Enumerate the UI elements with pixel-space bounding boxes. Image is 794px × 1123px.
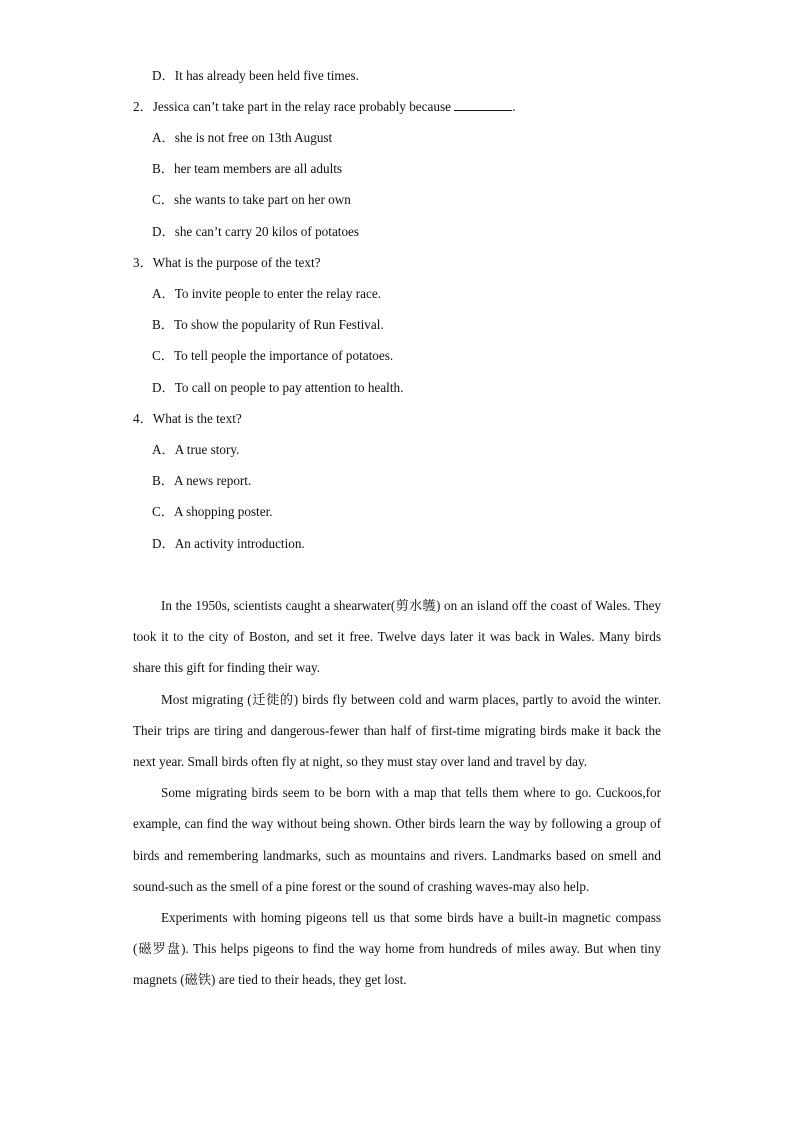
q2-stem-end: .	[512, 99, 516, 114]
passage-paragraph-4: Experiments with homing pigeons tell us that some birds have a built-in magnetic compass (磁罗盘). This helps pigeons to find the way home from hundreds of miles away. But when tiny magnets (磁铁) are tied to their heads, they get lost.	[133, 910, 661, 988]
q4-stem: 4．What is the text?	[133, 411, 242, 426]
q2-option-b: B．her team members are all adults	[152, 161, 343, 176]
q4-option-b: B．A news report.	[152, 473, 252, 488]
reading-passage	[133, 590, 661, 996]
q3-option-d: D．To call on people to pay attention to health.	[152, 380, 404, 395]
q3-stem: 3．What is the purpose of the text?	[133, 255, 321, 270]
q2-option-d: D．she can’t carry 20 kilos of potatoes	[152, 224, 360, 239]
q4-option-c: C．A shopping poster.	[152, 504, 273, 519]
q2-option-a: A．she is not free on 13th August	[152, 130, 333, 145]
q3-option-a: A．To invite people to enter the relay race.	[152, 286, 382, 301]
q3-option-b: B．To show the popularity of Run Festival.	[152, 317, 384, 332]
q1-option-d: D．It has already been held five times.	[152, 68, 359, 83]
q3-option-c: C．To tell people the importance of potatoes.	[152, 348, 394, 363]
q2-stem	[133, 99, 516, 115]
q4-option-d: D．An activity introduction.	[152, 536, 305, 551]
answer-blank	[454, 99, 512, 111]
q2-stem-text: 2．Jessica can’t take part in the relay race probably because	[133, 99, 451, 114]
q4-option-a: A．A true story.	[152, 442, 240, 457]
passage-paragraph-3: Some migrating birds seem to be born with a map that tells them where to go. Cuckoos,for example, can find the way without being shown. Other birds learn the way by following a group of birds and remembering landmarks, such as mountains and rivers. Landmarks based on smell and sound-such as the smell of a pine forest or the sound of crashing waves-may also help.	[133, 785, 661, 894]
passage-paragraph-1: In the 1950s, scientists caught a shearwater(剪水鹱) on an island off the coast of Wales. They took it to the city of Boston, and set it free. Twelve days later it was back in Wales. Many birds share this gift for finding their way.	[133, 598, 661, 676]
q2-option-c: C．she wants to take part on her own	[152, 192, 351, 207]
passage-paragraph-2: Most migrating (迁徙的) birds fly between cold and warm places, partly to avoid the winter. Their trips are tiring and dangerous-fewer than half of first-time migrating birds make it back the next year. Small birds often fly at night, so they must stay over land and travel by day.	[133, 691, 661, 770]
